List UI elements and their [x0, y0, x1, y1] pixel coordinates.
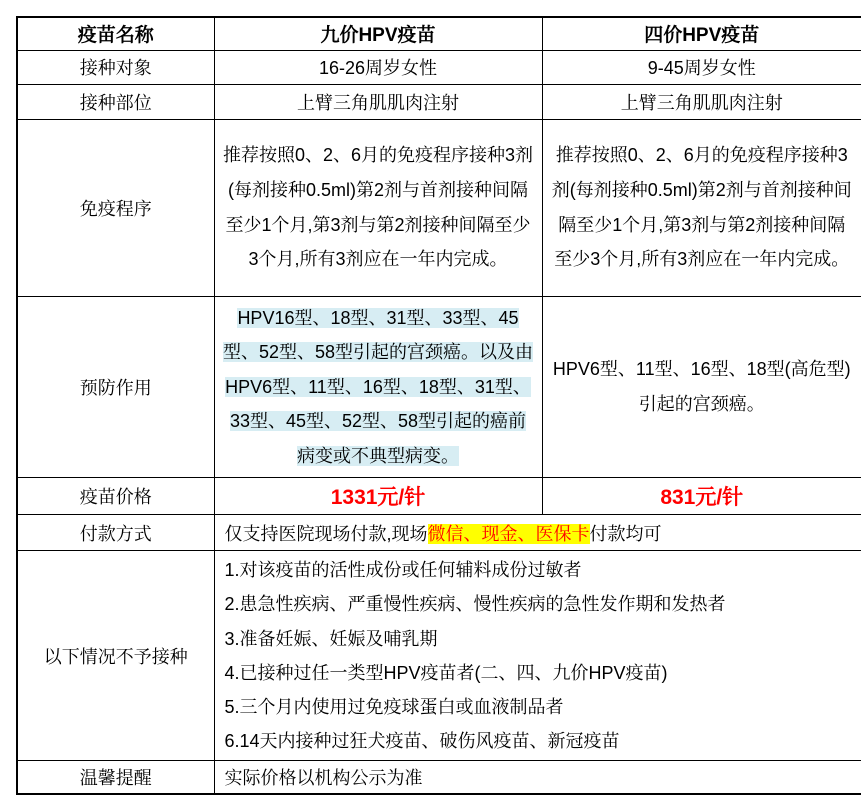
- contraindication-item: 4.已接种过任一类型HPV疫苗者(二、四、九价HPV疫苗): [224, 662, 668, 683]
- row-label-prevention: 预防作用: [17, 296, 214, 478]
- cell-payment: [214, 515, 861, 551]
- contraindication-item: 3.准备妊娠、妊娠及哺乳期: [224, 628, 438, 649]
- header-nine-valent: 九价HPV疫苗: [214, 17, 542, 50]
- contraindication-item: 2.患急性疾病、严重慢性疾病、慢性疾病的急性发作期和发热者: [224, 594, 726, 615]
- vaccine-comparison-table: [16, 16, 861, 795]
- payment-text-suffix: 付款均可: [589, 523, 662, 544]
- row-label-contraindications: 以下情况不予接种: [17, 551, 214, 761]
- cell-target-four: 9-45周岁女性: [542, 50, 861, 84]
- row-label-reminder: 温馨提醒: [17, 761, 214, 794]
- table-row-schedule: [17, 119, 861, 296]
- payment-highlighted-methods: 微信、现金、医保卡: [427, 523, 590, 544]
- row-label-price: 疫苗价格: [17, 478, 214, 515]
- cell-price-nine: 1331元/针: [214, 478, 542, 515]
- table-row-payment: [17, 515, 861, 551]
- row-label-payment: 付款方式: [17, 515, 214, 551]
- payment-text-prefix: 仅支持医院现场付款,现场: [224, 523, 428, 544]
- prevention-highlighted-text: HPV16型、18型、31型、33型、45型、52型、58型引起的宫颈癌。以及由HPV6型、11型、16型、18型、31型、33型、45型、52型、58型引起的癌前病变或不典型病变。: [222, 307, 534, 466]
- row-label-schedule: 免疫程序: [17, 119, 214, 296]
- table-row-target: [17, 50, 861, 84]
- table-row-site: [17, 84, 861, 119]
- cell-schedule-nine: 推荐按照0、2、6月的免疫程序接种3剂(每剂接种0.5ml)第2剂与首剂接种间隔至少1个月,第3剂与第2剂接种间隔至少3个月,所有3剂应在一年内完成。: [214, 119, 542, 296]
- table-row-prevention: [17, 296, 861, 478]
- row-label-site: 接种部位: [17, 84, 214, 119]
- contraindication-item: 6.14天内接种过狂犬疫苗、破伤风疫苗、新冠疫苗: [224, 731, 620, 752]
- cell-reminder: 实际价格以机构公示为准: [214, 761, 861, 794]
- cell-target-nine: 16-26周岁女性: [214, 50, 542, 84]
- cell-site-nine: 上臂三角肌肌肉注射: [214, 84, 542, 119]
- row-label-target: 接种对象: [17, 50, 214, 84]
- cell-prevention-nine: [214, 296, 542, 478]
- cell-price-four: 831元/针: [542, 478, 861, 515]
- contraindication-item: 5.三个月内使用过免疫球蛋白或血液制品者: [224, 696, 564, 717]
- cell-schedule-four: 推荐按照0、2、6月的免疫程序接种3剂(每剂接种0.5ml)第2剂与首剂接种间隔至少1个月,第3剂与第2剂接种间隔至少3个月,所有3剂应在一年内完成。: [542, 119, 861, 296]
- cell-contraindications: [214, 551, 861, 761]
- contraindication-item: 1.对该疫苗的活性成份或任何辅料成份过敏者: [224, 560, 582, 581]
- header-four-valent: 四价HPV疫苗: [542, 17, 861, 50]
- table-row-reminder: [17, 761, 861, 794]
- table-row-contraindications: [17, 551, 861, 761]
- header-vaccine-name: 疫苗名称: [17, 17, 214, 50]
- table-row-price: [17, 478, 861, 515]
- cell-site-four: 上臂三角肌肌肉注射: [542, 84, 861, 119]
- table-row-header: [17, 17, 861, 50]
- cell-prevention-four: HPV6型、11型、16型、18型(高危型)引起的宫颈癌。: [542, 296, 861, 478]
